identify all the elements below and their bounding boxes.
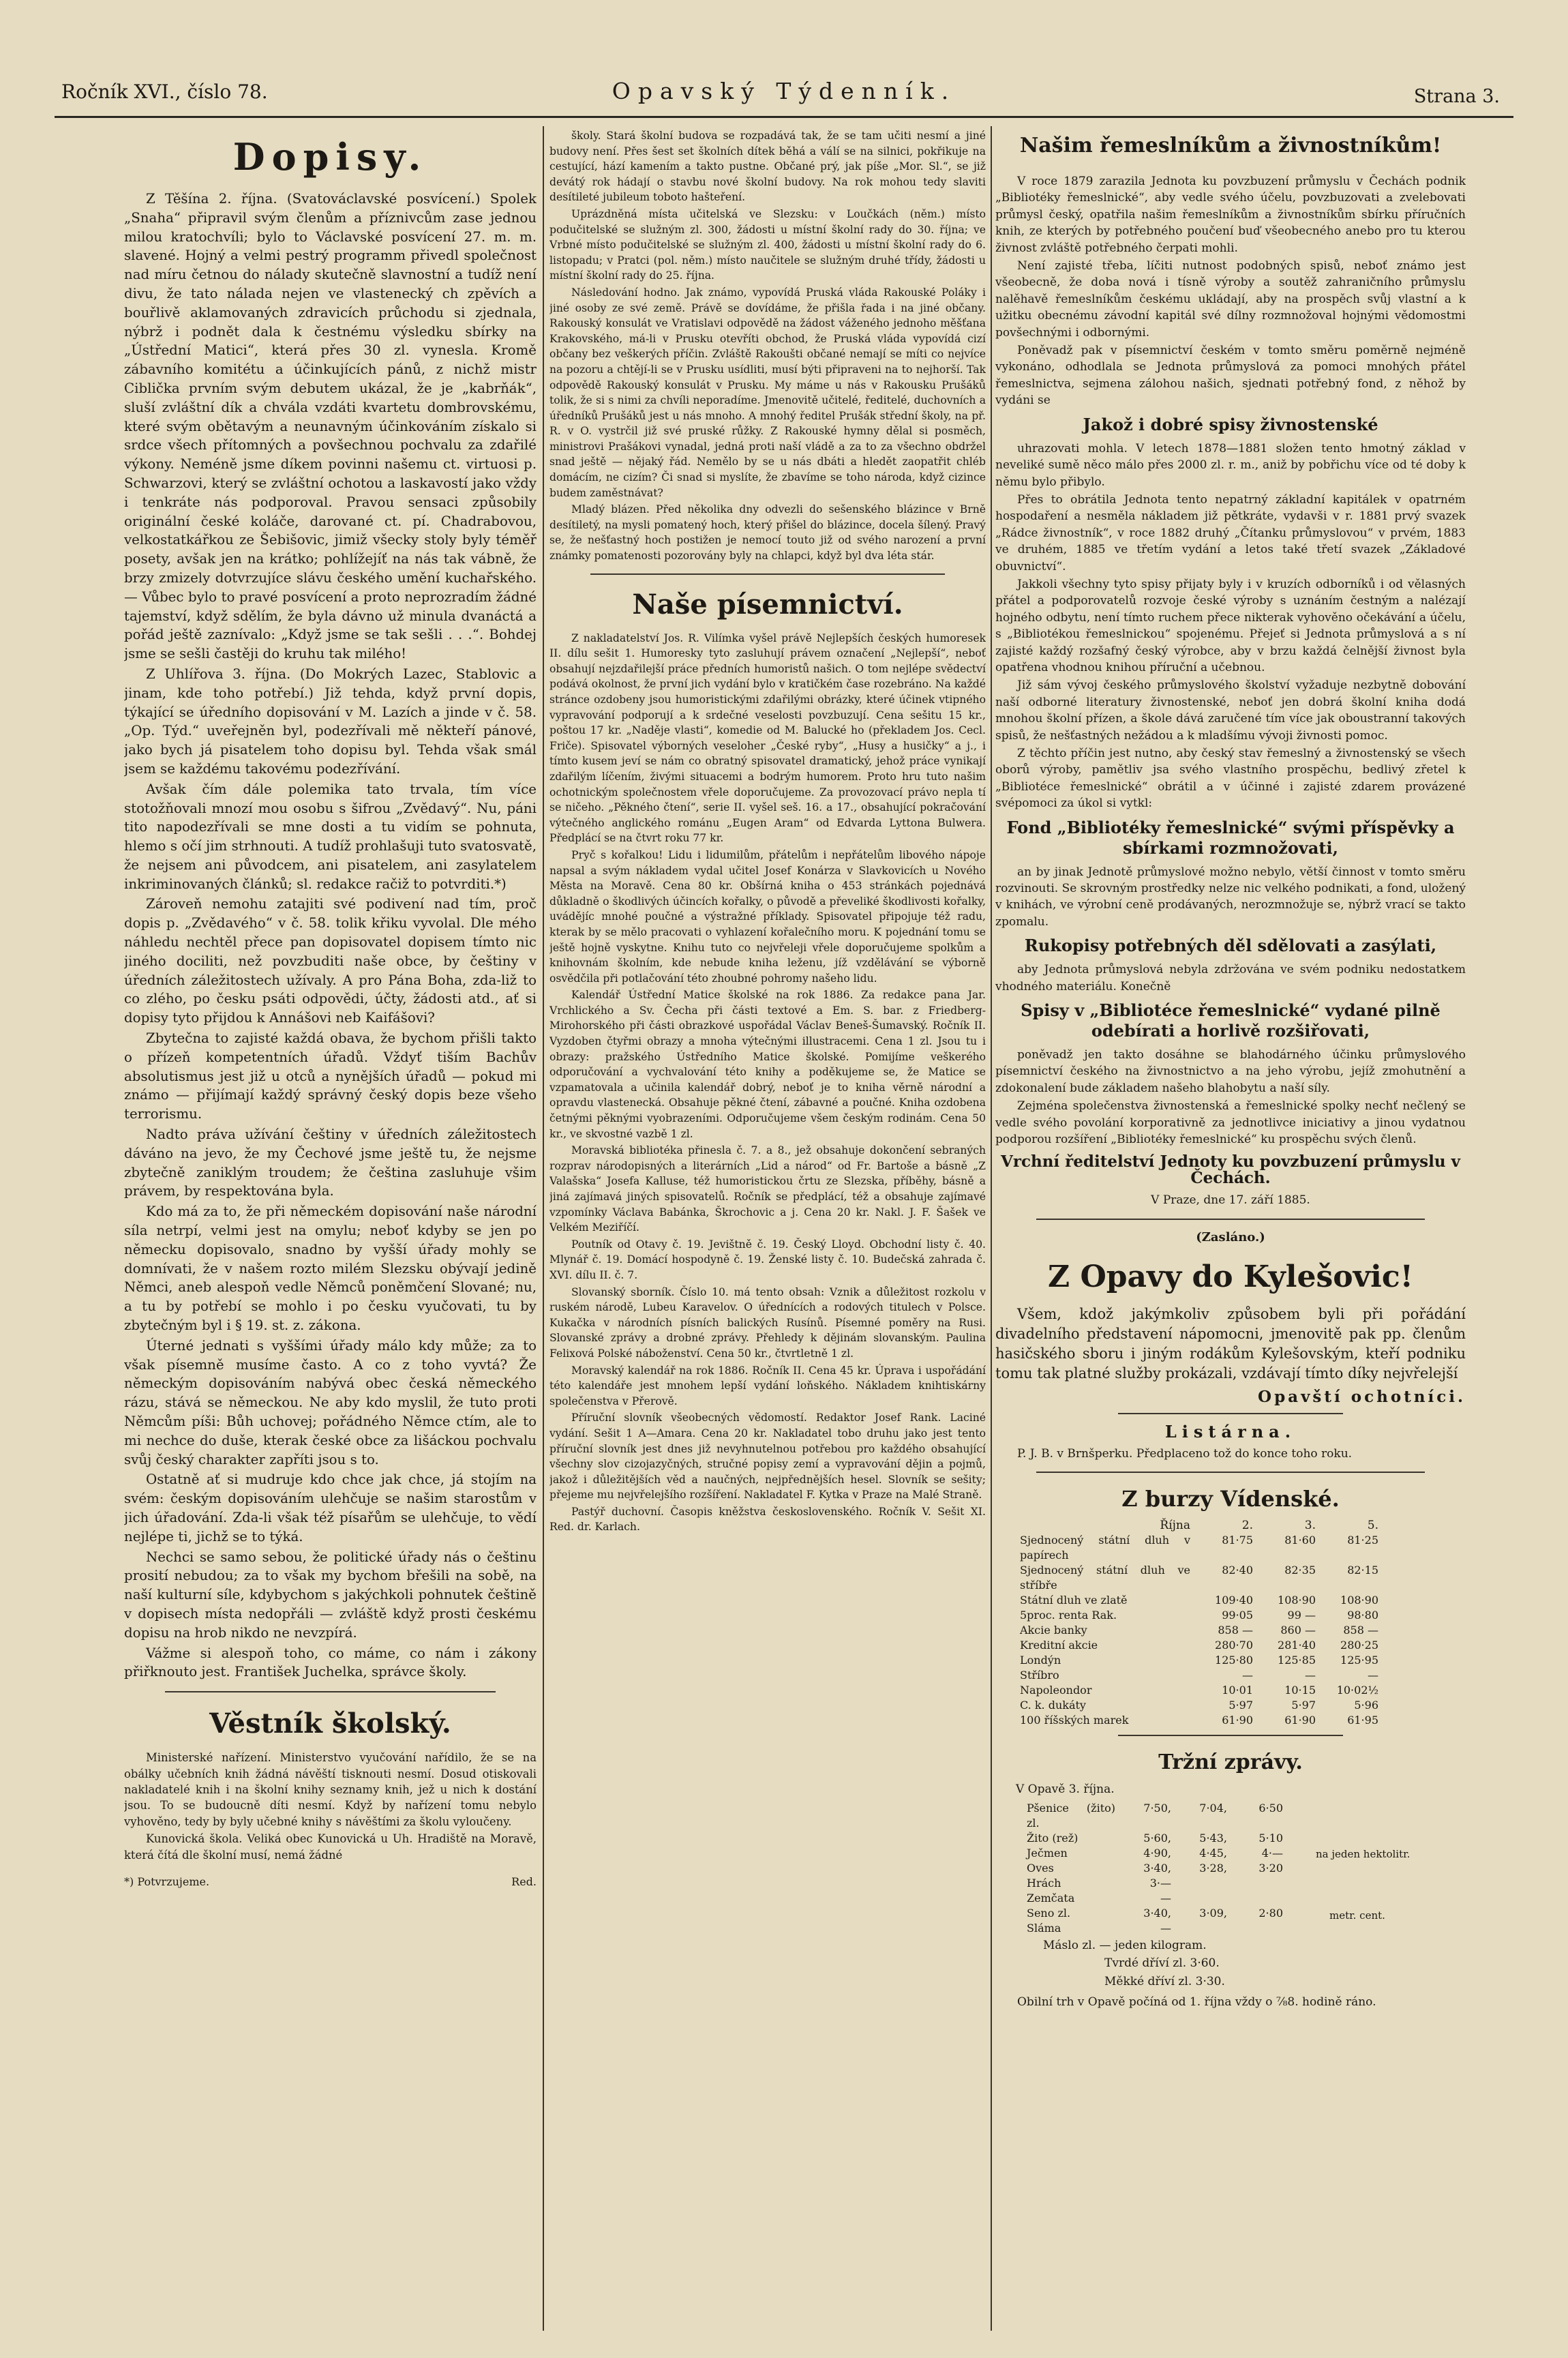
section-divider [1036,1472,1425,1473]
row-value: 82·15 [1347,1564,1378,1577]
row-value: 860 — [1280,1624,1316,1637]
highlight-line: Spisy v „Bibliotéce řemeslnické“ vydané pilně odebírati a horlivě rozšiřovati, [1021,1000,1441,1041]
table-row [1016,1698,1383,1713]
table-row [1016,1683,1383,1698]
article-paragraph: Zbytečna to zajisté každá obava, že bychom přišli takto o přízeň kompetentních úřadů. Vždyť tiším Bachův absolutismus jest již u otců a nynějších úřadů — pokud mi známo — přijímají každý správný český dopis beze všeho terrorismu. [124,1030,537,1122]
column-middle [549,128,986,2317]
burza-table [1016,1518,1383,1728]
row-value: 5·60, [1143,1831,1171,1845]
section-title-burza: Z burzy Vídenské. [1121,1486,1340,1512]
section-divider [1118,1413,1343,1414]
article-paragraph: Z Těšína 2. října. (Svatováclavské posvícení.) Spolek „Snaha“ připravil svým členům a příznivcům zase jednou milou kratochvíli; bylo to Václavské posvícení 27. m. m. slavené. Hojný a velmi pestrý programm přivedl společnost nad míru četnou do nálady skutečně slavnostní a tudíž není divu, že tato nálada nejen ve vlastenecký ch zpěvích a bouřlivě aklamovaných zdravicích průchodu si zjednala, nýbrž i podnět dala k čestnému výsledku sbírky na „Ústřední Matici“, která přes 30 zl. vynesla. Kromě zábavního komitétu a účinkujících pánů, z nichž mistr Ciblička prvním svým debutem ukázal, že je „kabrňák“, sluší zvláštní dík a chvála vzdáti kvartetu dombrovskému, které svým obětavým a neunavným účinkováním získalo si srdce všech přítomných a povšechnou pochvalu za zdařilé výkony. Neméně jsme díkem povinni našemu ct. virtuosi p. Schwarzovi, který se zvláštní ochotou a laskavostí jako vždy i tenkráte nás podporoval. Pravou sensaci způsobily originální české koláče, darované ct. pí. Chadrabovou, velkostatkářkou ze Šebišovic, jimiž všecky stoly byly téměř posety, avšak jen na krátko; pohlížejíť na nás tak vábně, že brzy zmizely dotvrzujíce slávu českého umění kuchařského. — Vůbec bylo to pravé posvícení a proto neprozradím žádné tajemství, když sdělím, že byla dávno už minula dvanáctá a pořád ještě zaznívalo: „Když jsme se tak sešli . . .“. Bohdej jsme se sešli častěji do kruhu tak milého! [124,191,537,662]
row-value: 61·90 [1284,1714,1316,1727]
market-line: Máslo zl. — jeden kilogram. [1043,1938,1207,1952]
zaslano-label: (Zasláno.) [1196,1229,1265,1244]
row-value: 10·15 [1284,1684,1316,1697]
row-value [1231,1921,1287,1936]
row-value: 125·80 [1215,1654,1253,1667]
row-label: Napoleondor [1020,1684,1092,1697]
row-value: 81·60 [1284,1534,1316,1547]
row-value [1175,1876,1231,1891]
row-label: Oves [1027,1861,1054,1875]
row-label: Státní dluh ve zlatě [1020,1594,1128,1607]
article-paragraph: Není zajisté třeba, líčiti nutnost podobných spisů, neboť známo jest všeobecně, že doba nová i tísně výroby a soutěž zahraničního průmyslu nalěhavě řemeslníkům českému ukládají, aby na prospěch svůj vlastní a k užitku obecnému závodní kapitál své dílny rozmnožoval hojnými vědomostmi povšechnými i odbornými. [995,259,1466,340]
row-value: — [1242,1669,1253,1682]
row-value: — [1160,1891,1171,1905]
table-row [1016,1623,1383,1638]
row-value [1175,1921,1231,1936]
article-paragraph: V roce 1879 zarazila Jednota ku povzbuzení průmyslu v Čechách podnik „Bibliotéky řemeslnické“, aby vedle svého účelu, povzbuzovati a zvelebovati průmysl český, opatřila našim řemeslníkům a živnostníkům sbírku příručních knih, ze kterých by potřebného poučení buď všeobecného anebo pro tu kterou živnost zvláště potřebného čerpati mohli. [995,175,1466,255]
row-value: 6·50 [1258,1801,1283,1815]
row-label: 5proc. renta Rak. [1020,1609,1117,1622]
table-row [1023,1891,1287,1906]
row-value: 98·80 [1347,1609,1378,1622]
highlight-line: Rukopisy potřebných děl sdělovati a zasýlati, [1024,936,1437,956]
article-paragraph: Nechci se samo sebou, že politické úřady nás o češtinu prosití nebudou; za to však my bychom břešili na sobě, na naší kulturní síle, kdybychom s jakýchkoli pohnutek češtině v dopisech místa nedopřáli — zvláště když prosti českému dopisu na hrob nikdo ne nevzpírá. [124,1549,537,1641]
row-value: 125·95 [1340,1654,1378,1667]
row-value: 125·85 [1278,1654,1316,1667]
signature: Vrchní ředitelství Jednoty ku povzbuzení průmyslu v Čechách. [1001,1152,1460,1187]
article-paragraph: Moravský kalendář na rok 1886. Ročník II. Cena 45 kr. Úprava i uspořádání této kalendáře jest mnohem lepší vydání loňského. Nákladem knihtiskárny společenstva v Přerově. [549,1364,986,1407]
table-row [1016,1668,1383,1683]
section-divider [1118,1735,1343,1736]
row-value: 109·40 [1215,1594,1253,1607]
row-label: Stříbro [1020,1669,1059,1682]
section-title-remeslnikum: Našim řemeslníkům a živnostníkům! [1019,134,1442,158]
newspaper-title: Opavský Týdenník. [612,78,956,104]
article-paragraph: Ministerské nařízení. Ministerstvo vyučování nařídilo, že se na obálky učebních knih žádná návěští tisknouti nesmí. Dosud otiskovali nakladatelé knih i na školní knihy seznamy knih, jež u nich k dostání jsou. To se budoucně díti nesmí. Když by nařízení tomu nebylo vyhověno, tedy by byly učebné knihy s návěštími za školu vyloučeny. [124,1751,537,1828]
article-paragraph: Již sám vývoj českého průmyslového školství vyžaduje nezbytně dobování naší odborné literatury živnostenské, neboť jen dobrá školní kniha dodá mnohou školní přízen, a škole dává zaručené tím více jak oboustranní takových spisů, že nešťastných nežádou a k mladšímu vývoji živnosti pomoc. [995,678,1466,743]
article-paragraph: Obilní trh v Opavě počíná od 1. října vždy o ⅞8. hodině ráno. [1017,1995,1376,2009]
footnote-signature: Red. [511,1875,537,1888]
page-number: Strana 3. [1413,86,1500,107]
section-title-trzni: Tržní zprávy. [1158,1750,1303,1775]
row-label: Žito (rež) [1027,1831,1079,1845]
row-value [1231,1876,1287,1891]
highlight-line: Fond „Bibliotéky řemeslnické“ svými příspěvky a sbírkami rozmnožovati, [1006,817,1455,858]
table-row [1016,1713,1383,1728]
article-paragraph: Pastýř duchovní. Časopis kněžstva československého. Ročník V. Sešit XI. Red. dr. Karlach. [549,1505,986,1534]
row-value: 4·— [1261,1846,1283,1860]
header-rule [55,116,1513,118]
column-divider [543,126,544,2331]
article-paragraph: Přes to obrátila Jednota tento nepatrný základní kapitálek v opatrném hospodaření a nesměla nákladem již pětkráte, vydavši v r. 1881 prvý svazek „Rádce živnostník“, v roce 1882 druhý „Čítanku průmyslovou“ v prvém, 1883 ve druhém, 1885 ve třetím vydání a letos také třetí svazek „Základové obuvnictví“. [995,492,1466,573]
page-header [55,71,1513,112]
article-paragraph: Jakkoli všechny tyto spisy přijaty byly i v kruzích odborníků i od vělasných přátel a podporovatelů rozvoje české výroby s uznáním čestným a nalézají hojného odbytu, není tímto ruchem přece nikterak vyhověno očekávání a účelu, s „Bibliotékou řemeslnickou“ spojenému. Přejeť si Jednota průmyslová a s ní zajisté každý rozšafný český výrobce, aby v brzu každá čelnější živnost byla opatřena vhodnou knihou příruční a učebnou. [995,577,1466,674]
article-paragraph: Avšak čím dále polemika tato trvala, tím více stotožňovali mnozí mou osobu s šifrou „Zvědavý“. Nu, páni tito napodezřívali se mne dosti a tu vidím se pohnuta, hlemo s očí jim strhnouti. A tudíž prohlašuji tuto svatosvatě, že nejsem ani původcem, ani pisatelem, ani zasylatelem inkriminovaných článků; sl. redakce račiž to potvrditi.*) [124,781,537,892]
row-value: 5·96 [1354,1699,1378,1712]
table-row [1016,1593,1383,1608]
row-label: Londýn [1020,1654,1061,1667]
table-row [1023,1846,1287,1861]
table-row [1023,1921,1287,1936]
column-divider [991,126,992,2331]
row-label: Sjednocený státní dluh v papírech [1020,1534,1190,1562]
article-paragraph: aby Jednota průmyslová nebyla zdržována ve svém podniku nedostatkem vhodného materiálu. Konečně [995,963,1466,994]
article-paragraph: an by jinak Jednotě průmyslové možno nebylo, větší činnost v tomto směru rozvinouti. Se skrovným prostředky nelze nic velkého podnikati, a fond, uložený v knihách, ve výrobní ceně prodávaných, nerozmnožuje se, nýbrž vrací se takto zpomalu. [995,865,1466,929]
row-value: 3·40, [1143,1906,1171,1920]
row-label: 100 říšských marek [1020,1714,1129,1727]
row-label: Sjednocený státní dluh ve stříbře [1020,1564,1190,1592]
article-paragraph: Pryč s kořalkou! Lidu i lidumilům, přátelům i nepřátelům libového nápoje napsal a svým nákladem vydal učitel Josef Konárza v Slavkovicích u Nového Města na Moravě. Cena 80 kr. Obšírná kniha o 453 stránkách pojednává důkladně o škodlivých účincích kořalky, o původě a převeliké škodlivosti kořalky, uvádějíc mnohé poučné a výstražné příklady. Spisovatel připojuje též radu, kterak by se mělo pracovati o vyhlazení kořalečního moru. K pojednání tomu se ještě hojně vyskytne. Knihu tuto co nejvřeleji vřele doporučujeme spolkům a knihovnám školním, kde nebude kniha leženu, jíž vzdělávání se výborně osvědčila při potlačování této zhoubné pohromy našeho lidu. [549,848,986,985]
market-line: Tvrdé dříví zl. 3·60. [1104,1956,1220,1971]
row-value: 3·— [1149,1876,1171,1890]
article-paragraph: P. J. B. v Brnšperku. Předplaceno tož do konce toho roku. [1017,1446,1353,1461]
article-paragraph: Mladý blázen. Před několika dny odvezli do sešenského blázince v Brně desítiletý, na mysli pomatený hoch, který přišel do blázince, docela šílený. Pravý se, že nešťastný hoch postižen je nemocí touto již od svého narození a první známky pomatenosti pozorovány byly na chlapci, když byl dva léta stár. [549,503,986,563]
footnote [124,1872,537,1892]
table-row [1023,1906,1287,1921]
volume-number: Ročník XVI., číslo 78. [61,80,268,103]
row-value: — [1305,1669,1316,1682]
signature: Opavští ochotníci. [1258,1388,1466,1407]
row-label: Ječmen [1027,1846,1068,1860]
row-label: Akcie banky [1020,1624,1087,1637]
article-paragraph: Z Uhlířova 3. října. (Do Mokrých Lazec, Stablovic a jinam, kde toho potřebí.) Již tehda, když první dopis, týkající se úředního dopisování v M. Lazích a jinde v č. 58. „Op. Týd.“ uveřejněn byl, podezřívali mě někteří pánové, jako bych já pisatelem toho dopisu byl. Tehda však smál jsem se každému takovému podezřívání. [124,666,537,777]
article-paragraph: Kalendář Ústřední Matice školské na rok 1886. Za redakce pana Jar. Vrchlického a Sv. Čecha při části textové a Em. S. bar. z Friedberg-Mirohorského při části obrazkové uspořádal Václav Beneš-Šumavský. Ročník II. Vyzdoben čtyřmi obrazy a mnoha výtečnými illustracemi. Cena 1 zl. Jsou tu i obrazy: pražského Ústředního Matice školské. Pomijíme veškerého odporučování a vychvalování této knihy a poděkujeme se, že Matice se vzpamatovala a učinila kalendář dobrý, neboť je to kniha věrně národní a opravdu vlastenecká. Obsahuje pěkné čtení, zábavné a poučné. Kniha ozdobena četnými pěknými vyobrazeními. Odporučujeme všem českým rodinám. Cena 50 kr., ve skvostné vazbě 1 zl. [549,989,986,1140]
article-paragraph: Slovanský sborník. Číslo 10. má tento obsah: Vznik a důležitost rozkolu v ruském národě, Lubeu Karavelov. O úřednících a rodových titulech v Polsce. Kukačka v národních písních balických Rusínů. Písemné poměry na Rusi. Slovanské zprávy a drobné zprávy. Přehledy k dějinám slovanským. Paulina Felixová Polské náboženství. Cena 50 kr., čtvrtletně 1 zl. [549,1285,986,1360]
row-value: 99 — [1287,1609,1316,1622]
section-title-vestnik: Věstník školský. [209,1707,451,1740]
article-paragraph: Poněvadž pak v písemnictví českém v tomto směru poměrně nejméně vykonáno, odhodlala se Jednota průmyslová za pomoci mnohých přátel řemeslnictva, sejmena zálohou našich, sjednati potřebný fond, z něhož by vydáni se [995,344,1466,408]
article-paragraph: Zároveň nemohu zatajiti své podivení nad tím, proč dopis p. „Zvědavého“ v č. 58. tolik křiku vyvolal. Dle mého náhledu nechtěl přece pan dopisovatel dopisem tímto nic jiného dociliti, než povzbuditi naše obce, by češtiny v úředních záležitostech užívaly. A pro Pána Boha, zda-liž to co zlého, po česku psáti odpovědi, účty, žádosti atd., ať si dopisy tyto přijdou k Annášovi neb Kaifášovi? [124,896,537,1026]
row-value: 3·09, [1199,1906,1227,1920]
row-value: 858 — [1218,1624,1253,1637]
row-value: 99·05 [1222,1609,1253,1622]
article-paragraph: Kdo má za to, že při německém dopisování naše národní síla netrpí, velmi jest na omylu; neboť kdyby se jen po německu dopisovalo, snadno by vyšší úřady mohly se domnívati, že v našem rozto milém Slezsku obývají jedině Němci, aneb alespoň vedle Němců poněmčení Slované; nu, a tu by potřebí se mohlo i po česku vyučovati, tu by zbytečným byl i § 19. st. z. zákona. [124,1204,537,1334]
market-place: V Opavě 3. října. [1016,1782,1115,1797]
row-value: 2·80 [1258,1906,1283,1920]
article-paragraph: Vážme si alespoň toho, co máme, co nám i zákony přiřknouto jest. František Juchelka, správce školy. [124,1645,537,1680]
article-paragraph: Z těchto příčin jest nutno, aby český stav řemeslný a živnostenský se všech oborů výroby, pamětliv jsa svého vlastního prospěchu, bedlivý zřetel k „Bibliotéce řemeslnické“ obrátil a v účinné i zajisté zdarem provázené svépomoci za úkol si vytkl: [995,747,1466,811]
row-value: 82·35 [1284,1564,1316,1577]
row-value: 7·04, [1199,1801,1227,1815]
article-paragraph: Uprázdněná místa učitelská ve Slezsku: v Loučkách (něm.) místo podučitelské se služným zl. 300, žádosti u místní školní rady do 30. října; ve Vrbné místo podučitelské se služným zl. 400, žádosti u místní školní rady do 6. listopadu; v Pratci (pol. něm.) místo naučitele se služným druhé třídy, žádosti u místní školní rady do 25. října. [549,207,986,282]
row-value [1175,1891,1231,1906]
article-paragraph: Úterné jednati s vyššími úřady málo kdy může; za to však písemně musíme často. A co z toho vyvtá? Že německým dopisováním nabývá obec česká německého rázu, stává se německou. Ne aby kdo myslil, že tuto proti Němcům píši: Bůh uchovej; pořádného Němce ctím, ale to mi nechce do duše, kterak české obce za lišáckou pochvalu svůj český charakter zapříti jsou s to. [124,1337,537,1467]
article-paragraph: Příruční slovník všeobecných vědomostí. Redaktor Josef Rank. Laciné vydání. Sešit 1 A—Amara. Cena 20 kr. Nakladatel tobo druhu jako jest tento příruční slovník jest dnes již nevyhnutelnou potřebou pro každého obsahující všechny slov cizojazyčných, stručné popisy zemí a vypravování dějin a pojmů, jakož i důležitějších věd a naučných, nejpřednějších hesel. Slovník se sešity; přejeme mu nejvřelejšího rozšíření. Nakladatel F. Kytka v Praze na Malé Straně. [549,1412,986,1502]
row-value: 5·43, [1199,1831,1227,1845]
row-value: 81·25 [1347,1534,1378,1547]
row-value [1231,1891,1287,1906]
table-header-cell: Října [1160,1519,1190,1533]
market-note-hl: na jeden hektolitr. [1316,1847,1411,1860]
table-row [1023,1876,1287,1891]
table-row [1016,1563,1383,1593]
row-value: 10·02½ [1336,1684,1378,1697]
row-label: Kreditní akcie [1020,1639,1098,1652]
row-value: 3·20 [1258,1861,1283,1875]
row-value: 5·97 [1291,1699,1316,1712]
table-row [1023,1831,1287,1846]
row-value: — [1160,1921,1171,1935]
article-paragraph: Zejména společenstva živnostenská a řemeslnické spolky nechť nečlený se vedle svého povolání korporativně za jednotlivce iniciativy a jinou vydatnou podporou rozšíření „Bibliotéky řemeslnické“ ku prospěchu svých členů. [995,1099,1466,1147]
table-row [1016,1653,1383,1668]
article-paragraph: Z nakladatelství Jos. R. Vilímka vyšel právě Nejlepších českých humoresek II. dílu sešit 1. Humoresky tyto zasluhují právem označení „Nejlepší“, neboť obsahují nejzdařilejší práce předních humoristů našich. O tom nejlépe svědectví podává okolnost, že první jich vydání bylo v kratičkém čase rozebráno. Na každé stránce ozdobeny jsou humoristickými zdařilými obrázky, které účinek vtipného vypravování podporují a k srdečné veselosti povzbuzují. Cena sešitu 15 kr., poštou 17 kr. „Naděje vlasti“, komedie od M. Balucké ho (překladem Jos. Cecl. Friče). Spisovatel výborných veseloher „České ryby“, „Husy a husičky“ a j., i tímto kusem jeví se nám co obratný spisovatel dramatický, jehož práce vynikají zdařilým líčením, živými situacemi a bodrým humorem. Proto hru tuto našim ochotnickým společnostem vřele doporučujeme. Za provozovací právo nepla tí se ničeho. „Pěkného čtení“, serie II. vyšel seš. 16. a 17., obsahující pokračování výtečného anglického románu „Eugen Aram“ od Edvarda Lyttona Bulwera. Předplácí se na čtvrt roku 77 kr. [549,631,986,845]
row-value: 280·70 [1215,1639,1253,1652]
article-paragraph: Poutník od Otavy č. 19. Jevištně č. 19. Český Lloyd. Obchodní listy č. 40. Mlynář č. 19. Domácí hospodyně č. 19. Ženské listy č. 10. Budečská zahrada č. XVI. dílu II. č. 7. [549,1238,986,1281]
row-value: 82·40 [1222,1564,1253,1577]
row-value: 108·90 [1340,1594,1378,1607]
row-value: 61·95 [1347,1714,1378,1727]
section-title-pisemnictvi: Naše písemnictví. [632,588,903,621]
row-value: — [1368,1669,1378,1682]
table-header-row [1016,1518,1383,1533]
footnote-text: *) Potvrzujeme. [124,1875,210,1888]
column-left [124,128,537,2317]
row-label: C. k. dukáty [1020,1699,1086,1712]
table-row [1023,1861,1287,1876]
row-value: 4·90, [1143,1846,1171,1860]
section-divider [1036,1219,1425,1220]
row-label: Pšenice (žito) zl. [1027,1801,1115,1830]
row-value: 281·40 [1278,1639,1316,1652]
article-paragraph: uhrazovati mohla. V letech 1878—1881 složen tento hmotný základ v neveliké sumě něco málo přes 2000 zl. r. m., aniž by pobřichu více od té doby k němu bylo přibylo. [995,441,1466,489]
row-value: 3·28, [1199,1861,1227,1875]
row-value: 108·90 [1278,1594,1316,1607]
table-header-cell: 3. [1304,1519,1316,1533]
article-paragraph: školy. Stará školní budova se rozpadává tak, že se tam učiti nesmí a jiné budovy není. Přes šest set školních dítek běhá a válí se na silnici, pokřikuje na cestující, hází kamením a takto pustne. Občané prý, jak píše „Mor. Sl.“, se již devátý rok hádají o stavbu nové školní budovy. Na rok mohou tedy slaviti desítileté jubileum toboto hašteření. [549,130,986,204]
section-divider [590,573,945,575]
row-value: 858 — [1343,1624,1378,1637]
section-divider [165,1691,496,1692]
row-value: 5·10 [1258,1831,1283,1845]
row-label: Seno zl. [1027,1906,1071,1920]
market-notes [1316,1819,1466,1921]
table-row [1016,1608,1383,1623]
highlight-line: Jakož i dobré spisy živnostenské [1083,414,1378,434]
section-title-listarna: Listárna. [1164,1421,1297,1442]
row-value: 280·25 [1340,1639,1378,1652]
row-value: 5·97 [1228,1699,1253,1712]
section-title-dopisy: Dopisy. [232,135,428,179]
row-label: Zemčata [1027,1891,1075,1905]
table-row [1016,1533,1383,1563]
market-table [1023,1801,1287,1936]
section-title-opava: Z Opavy do Kylešovic! [1048,1259,1413,1295]
article-paragraph: Moravská bibliotéka přinesla č. 7. a 8., jež obsahuje dokončení sebraných rozprav národopisných a literárních „Lid a národ“ od Fr. Bartoše a básně „Z Valašska“ Josefa Kalluse, též humoristickou črtu ze Slezska, příběhy, básně a jiná zajímavá jiných spisovatelů. Ročník se předplácí, též a obsahuje zajímavé vzpomínky Václava Babánka, Škrochovic a j. Cena 20 kr. Nakl. J. F. Šašek ve Velkém Meziříčí. [549,1144,986,1234]
table-header-cell: 5. [1367,1519,1378,1533]
column-right [995,128,1466,2317]
table-row [1023,1801,1287,1831]
row-value: 61·90 [1222,1714,1253,1727]
article-paragraph: Kunovická škola. Veliká obec Kunovická u Uh. Hradiště na Moravě, která čítá dle školní musí, nemá žádné [124,1832,537,1862]
article-paragraph: poněvadž jen takto dosáhne se blahodárného účinku průmyslového písemnictví českého na živnostnictvo a na jeho výrobu, jejíž zmohutnění a zdokonalení bude základem našeho blahobytu a naší síly. [995,1048,1466,1095]
row-value: 3·40, [1143,1861,1171,1875]
row-value: 10·01 [1222,1684,1253,1697]
market-line: Měkké dříví zl. 3·30. [1104,1974,1225,1988]
article-paragraph: Nadto práva užívání češtiny v úředních záležitostech dáváno na jevo, že my Čechové jsme ještě tu, že nejsme zbytečně zaniklým troudem; že čeština zasluhuje všim právem, by respektována byla. [124,1126,537,1199]
article-paragraph: Následování hodno. Jak známo, vypovídá Pruská vláda Rakouské Poláky i jiné osoby ze své země. Právě se dovídáme, že přišla řada i na jiné občany. Rakouský konsulát ve Vratislavi odpovědě na žádost váženého jednoho měšťana Krakovského, má-li v Prusku otevříti obchod, že Pruská vláda vypovídá cizí občany bez veškerých příčin. Zvláště Rakoušti občané nemají se míti co nejvíce na pozoru a chtějí-li se v Prusku usídliti, musí býti připraveni na to nejhorší. Tak odpovědě Rakouský konsulát v Prusku. My máme u nás v Rakousku Prušáků tolik, že si s nimi za chvíli neporadíme. Jmenovitě učitelé, ředitelé, duchovních a úředníků Prušáků jest u nás mnoho. A mnohý ředitel Prušák střední školy, na př. R. v O. vystrčil již své pruské růžky. Z Rakouské hymny dělal si posměch, ministrovi Prašákovi vynadal, jedná proti naší vládě a za to za všechno obdržel snad ještě — nějaký řád. Nemělo by se u nás dbáti a hledět zaopatřit chléb domácím, ne cizím? Či snad si myslíte, že zbavíme se toho národa, když cizince budem zaměstnávat? [549,286,986,499]
date-line: V Praze, dne 17. září 1885. [1151,1193,1310,1208]
article-paragraph: Všem, kdož jakýmkoliv způsobem byli při pořádání divadelního představení nápomocni, jmenovitě pak pp. členům hasičského sboru i jiným rodákům Kylešovským, kteří podniku tomu tak platné služby prokázali, vzdávají tímto díky nejvřelejší [995,1306,1466,1382]
row-value: 4·45, [1199,1846,1227,1860]
article-paragraph: Ostatně ať si mudruje kdo chce jak chce, já stojím na svém: českým dopisováním ulehčuje se našim starostům v jich úřadování. Zda-li však též písařům se ulehčuje, to vědí nejlépe ti, jichž se to týká. [124,1472,537,1544]
row-value: 81·75 [1222,1534,1253,1547]
table-row [1016,1638,1383,1653]
table-header-cell: 2. [1241,1519,1253,1533]
row-label: Sláma [1027,1921,1061,1935]
row-label: Hrách [1027,1876,1061,1890]
row-value: 7·50, [1143,1801,1171,1815]
market-note-cent: metr. cent. [1329,1909,1385,1922]
